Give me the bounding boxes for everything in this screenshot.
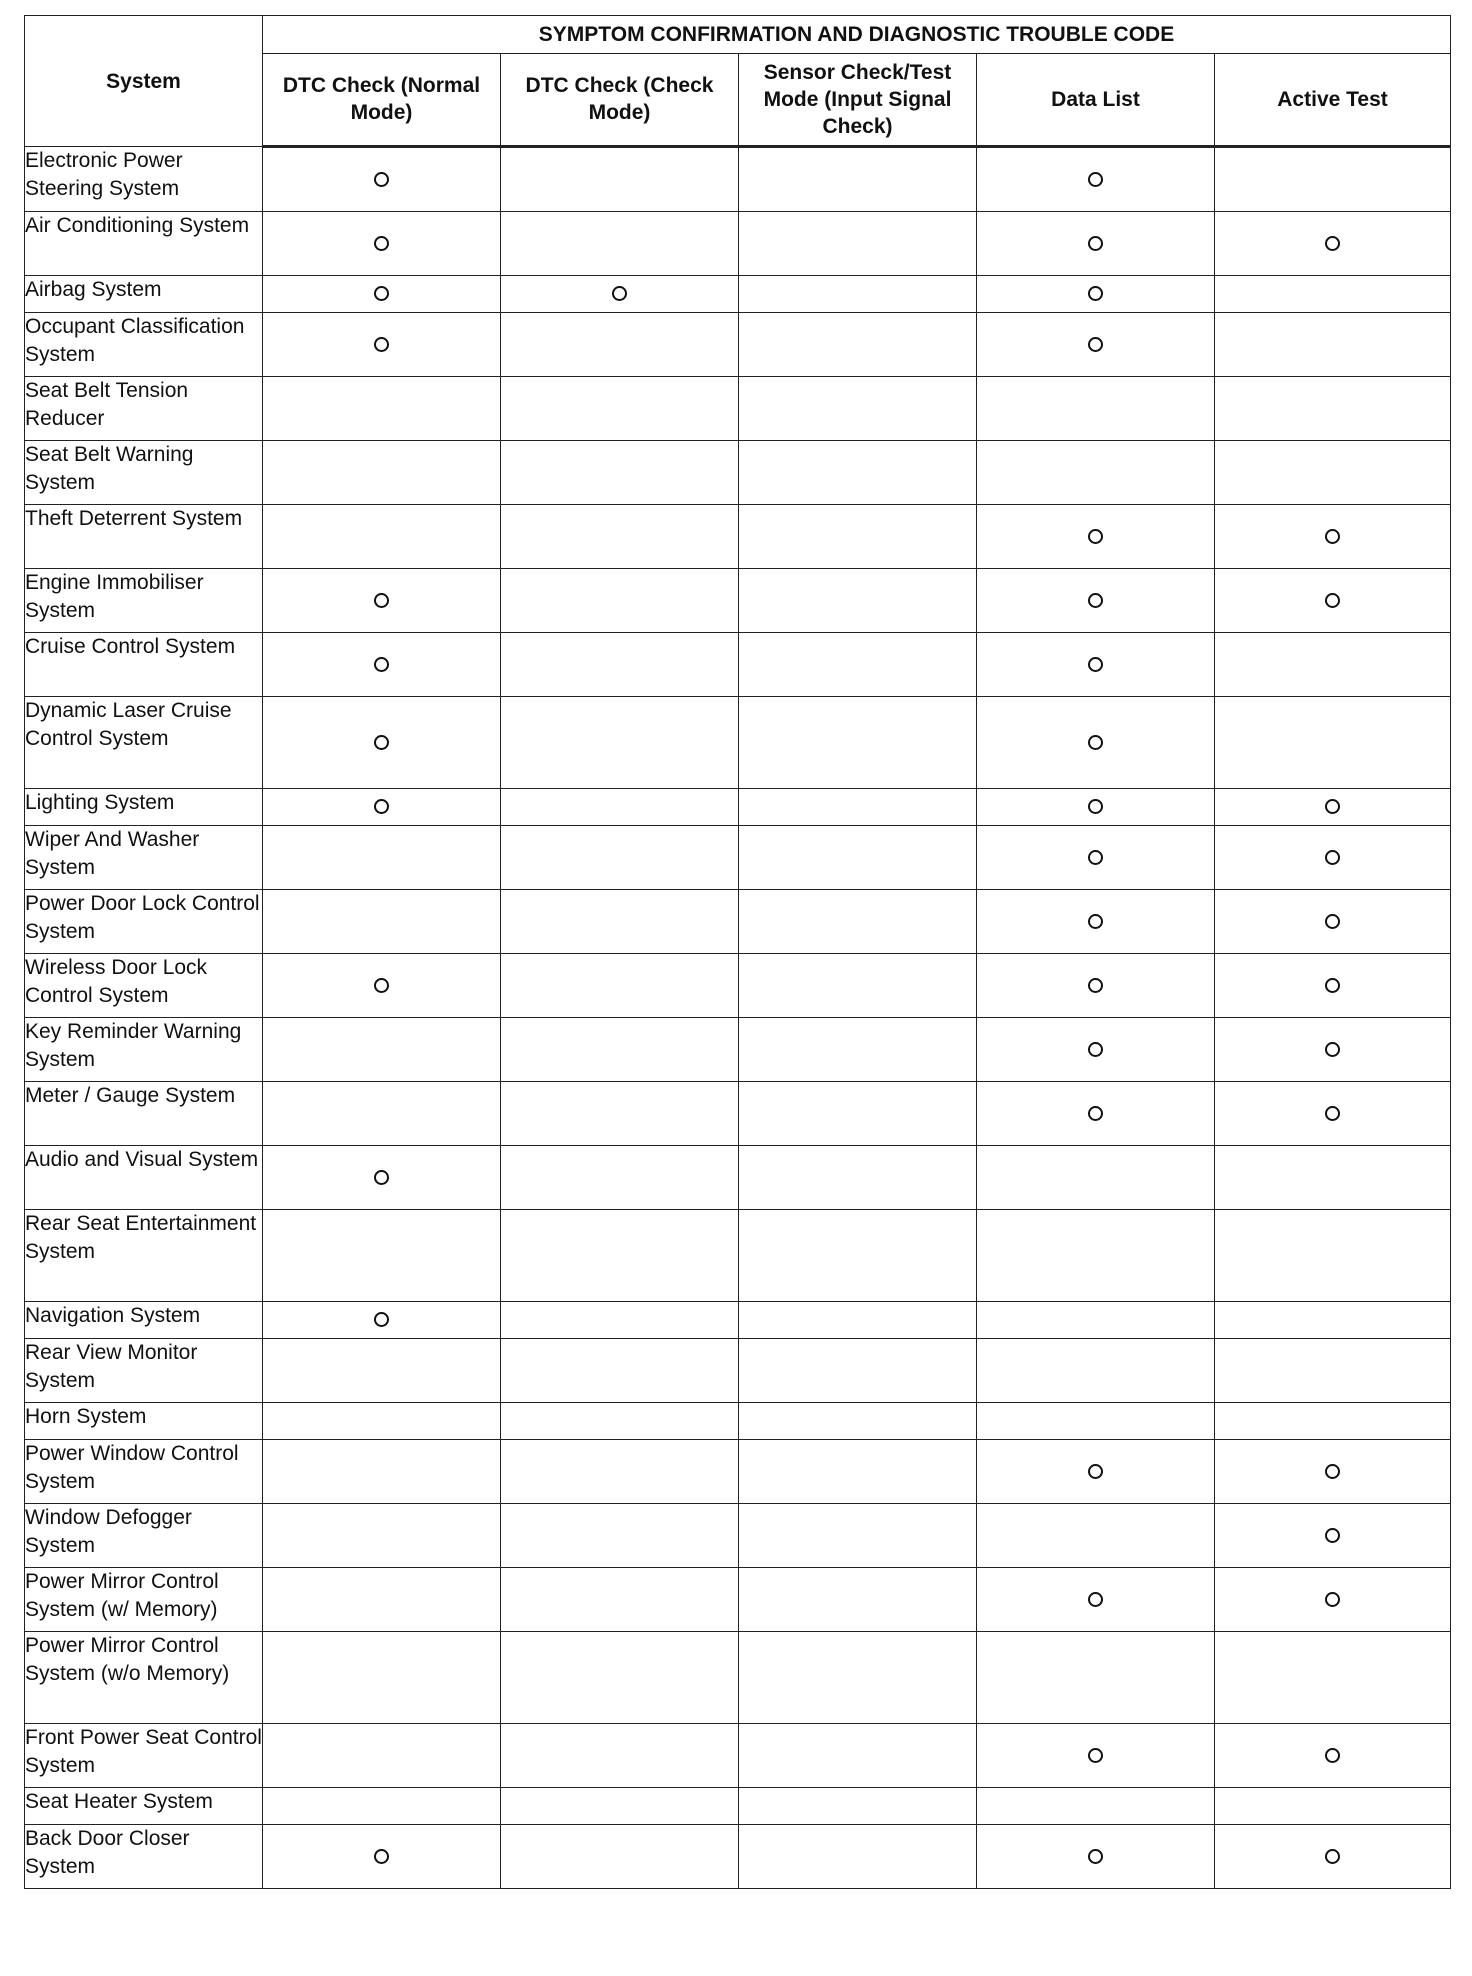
mark-cell-dtc-check [501,1403,739,1440]
mark-cell-data-list [977,1504,1215,1568]
mark-cell-active-test [1215,1724,1451,1788]
mark-cell-dtc-normal [263,1568,501,1632]
mark-cell-data-list [977,1339,1215,1403]
mark-cell-data-list [977,1568,1215,1632]
circle-mark-icon [374,172,389,187]
mark-cell-active-test [1215,441,1451,505]
circle-mark-icon [1325,529,1340,544]
mark-cell-dtc-normal [263,441,501,505]
mark-cell-sensor-check [739,505,977,569]
system-name-cell: Horn System [25,1403,263,1440]
mark-cell-active-test [1215,147,1451,212]
mark-cell-dtc-check [501,633,739,697]
system-column-header: System [25,16,263,147]
mark-cell-dtc-normal [263,633,501,697]
system-name-cell: Front Power Seat Control System [25,1724,263,1788]
mark-cell-data-list [977,313,1215,377]
system-name-cell: Air Conditioning System [25,212,263,276]
table-row [25,1724,1451,1788]
circle-mark-icon [1088,1592,1103,1607]
mark-cell-sensor-check [739,1440,977,1504]
system-name-cell: Wireless Door Lock Control System [25,954,263,1018]
mark-cell-active-test [1215,1082,1451,1146]
mark-cell-data-list [977,1146,1215,1210]
mark-cell-dtc-check [501,147,739,212]
circle-mark-icon [374,1170,389,1185]
mark-cell-active-test [1215,377,1451,441]
system-name-cell: Audio and Visual System [25,1146,263,1210]
table-row [25,1082,1451,1146]
mark-cell-dtc-check [501,569,739,633]
mark-cell-active-test [1215,697,1451,789]
system-name-cell: Seat Heater System [25,1788,263,1825]
mark-cell-dtc-check [501,890,739,954]
table-row [25,1632,1451,1724]
table-row [25,1440,1451,1504]
mark-cell-active-test [1215,569,1451,633]
circle-mark-icon [1325,1849,1340,1864]
mark-cell-active-test [1215,1403,1451,1440]
table-row [25,1210,1451,1302]
table-row [25,954,1451,1018]
circle-mark-icon [1088,850,1103,865]
mark-cell-sensor-check [739,1146,977,1210]
mark-cell-sensor-check [739,826,977,890]
mark-cell-dtc-check [501,697,739,789]
mark-cell-active-test [1215,1504,1451,1568]
mark-cell-dtc-check [501,1146,739,1210]
mark-cell-sensor-check [739,1632,977,1724]
table-row [25,377,1451,441]
mark-cell-dtc-check [501,313,739,377]
mark-cell-dtc-normal [263,1082,501,1146]
circle-mark-icon [1088,978,1103,993]
mark-cell-dtc-normal [263,1788,501,1825]
circle-mark-icon [374,286,389,301]
circle-mark-icon [1325,914,1340,929]
system-name-cell: Electronic Power Steering System [25,147,263,212]
system-name-cell: Occupant Classification System [25,313,263,377]
mark-cell-dtc-normal [263,1632,501,1724]
table-row [25,1788,1451,1825]
mark-cell-active-test [1215,276,1451,313]
mark-cell-data-list [977,1018,1215,1082]
system-name-cell: Wiper And Washer System [25,826,263,890]
mark-cell-dtc-check [501,1724,739,1788]
mark-cell-dtc-check [501,505,739,569]
table-row [25,1018,1451,1082]
mark-cell-data-list [977,569,1215,633]
system-name-cell: Seat Belt Tension Reducer [25,377,263,441]
mark-cell-dtc-check [501,1504,739,1568]
system-name-cell: Power Mirror Control System (w/o Memory) [25,1632,263,1724]
mark-cell-dtc-check [501,1440,739,1504]
mark-cell-active-test [1215,1339,1451,1403]
circle-mark-icon [374,735,389,750]
system-name-cell: Rear View Monitor System [25,1339,263,1403]
mark-cell-sensor-check [739,313,977,377]
system-name-cell: Back Door Closer System [25,1825,263,1889]
mark-cell-sensor-check [739,569,977,633]
table-row [25,1568,1451,1632]
mark-cell-data-list [977,1302,1215,1339]
mark-cell-active-test [1215,1440,1451,1504]
mark-cell-dtc-check [501,789,739,826]
system-name-cell: Theft Deterrent System [25,505,263,569]
circle-mark-icon [1088,735,1103,750]
circle-mark-icon [1325,1106,1340,1121]
circle-mark-icon [1325,1042,1340,1057]
system-name-cell: Dynamic Laser Cruise Control System [25,697,263,789]
mark-cell-dtc-normal [263,505,501,569]
mark-cell-data-list [977,1632,1215,1724]
mark-cell-dtc-check [501,276,739,313]
mark-cell-dtc-normal [263,826,501,890]
mark-cell-dtc-check [501,1788,739,1825]
mark-cell-dtc-normal [263,313,501,377]
table-body [25,147,1451,1889]
mark-cell-dtc-normal [263,890,501,954]
mark-cell-dtc-check [501,1568,739,1632]
table-row [25,212,1451,276]
mark-cell-dtc-normal [263,1504,501,1568]
circle-mark-icon [1088,172,1103,187]
circle-mark-icon [374,978,389,993]
system-name-cell: Rear Seat Entertainment System [25,1210,263,1302]
mark-cell-dtc-normal [263,1403,501,1440]
mark-cell-sensor-check [739,1504,977,1568]
mark-cell-sensor-check [739,1210,977,1302]
mark-cell-dtc-normal [263,1339,501,1403]
circle-mark-icon [1088,1464,1103,1479]
system-name-cell: Seat Belt Warning System [25,441,263,505]
mark-cell-active-test [1215,890,1451,954]
mark-cell-sensor-check [739,441,977,505]
mark-cell-active-test [1215,1018,1451,1082]
mark-cell-dtc-check [501,1632,739,1724]
table-row [25,697,1451,789]
mark-cell-active-test [1215,633,1451,697]
mark-cell-dtc-normal [263,276,501,313]
mark-cell-data-list [977,276,1215,313]
table-header [25,16,1451,147]
mark-cell-sensor-check [739,1403,977,1440]
circle-mark-icon [1088,236,1103,251]
mark-cell-active-test [1215,212,1451,276]
mark-cell-data-list [977,890,1215,954]
mark-cell-sensor-check [739,1339,977,1403]
circle-mark-icon [1088,593,1103,608]
mark-cell-sensor-check [739,1724,977,1788]
table-row [25,890,1451,954]
mark-cell-active-test [1215,1788,1451,1825]
mark-cell-data-list [977,441,1215,505]
mark-cell-dtc-normal [263,1018,501,1082]
column-header-dtc-normal: DTC Check (Normal Mode) [263,53,501,146]
mark-cell-dtc-normal [263,147,501,212]
mark-cell-sensor-check [739,1082,977,1146]
mark-cell-sensor-check [739,147,977,212]
system-name-cell: Window Defogger System [25,1504,263,1568]
system-name-cell: Key Reminder Warning System [25,1018,263,1082]
mark-cell-data-list [977,1440,1215,1504]
mark-cell-sensor-check [739,954,977,1018]
table-row [25,441,1451,505]
circle-mark-icon [1088,529,1103,544]
circle-mark-icon [1325,1528,1340,1543]
mark-cell-dtc-check [501,212,739,276]
mark-cell-dtc-check [501,1825,739,1889]
mark-cell-data-list [977,954,1215,1018]
mark-cell-sensor-check [739,890,977,954]
circle-mark-icon [374,236,389,251]
mark-cell-dtc-check [501,1018,739,1082]
mark-cell-active-test [1215,313,1451,377]
mark-cell-data-list [977,505,1215,569]
circle-mark-icon [1088,799,1103,814]
table-row [25,633,1451,697]
column-header-sensor-check: Sensor Check/Test Mode (Input Signal Check) [739,53,977,146]
circle-mark-icon [1325,850,1340,865]
system-name-cell: Airbag System [25,276,263,313]
mark-cell-dtc-check [501,377,739,441]
mark-cell-data-list [977,826,1215,890]
system-name-cell: Cruise Control System [25,633,263,697]
mark-cell-sensor-check [739,697,977,789]
circle-mark-icon [1088,1849,1103,1864]
mark-cell-dtc-check [501,1082,739,1146]
table-row [25,276,1451,313]
circle-mark-icon [1325,1464,1340,1479]
mark-cell-dtc-normal [263,697,501,789]
mark-cell-data-list [977,377,1215,441]
column-header-active-test: Active Test [1215,53,1451,146]
system-name-cell: Power Mirror Control System (w/ Memory) [25,1568,263,1632]
mark-cell-active-test [1215,1146,1451,1210]
table-row [25,1403,1451,1440]
mark-cell-dtc-normal [263,377,501,441]
circle-mark-icon [1088,286,1103,301]
mark-cell-data-list [977,697,1215,789]
mark-cell-sensor-check [739,1302,977,1339]
table-row [25,1146,1451,1210]
mark-cell-data-list [977,1788,1215,1825]
mark-cell-dtc-normal [263,569,501,633]
mark-cell-data-list [977,212,1215,276]
table-row [25,1302,1451,1339]
system-name-cell: Power Door Lock Control System [25,890,263,954]
mark-cell-sensor-check [739,789,977,826]
mark-cell-dtc-check [501,441,739,505]
column-header-dtc-check: DTC Check (Check Mode) [501,53,739,146]
mark-cell-dtc-check [501,1339,739,1403]
mark-cell-active-test [1215,1210,1451,1302]
mark-cell-dtc-check [501,1210,739,1302]
circle-mark-icon [1088,657,1103,672]
column-header-data-list: Data List [977,53,1215,146]
mark-cell-dtc-normal [263,1724,501,1788]
mark-cell-active-test [1215,954,1451,1018]
mark-cell-sensor-check [739,1018,977,1082]
system-name-cell: Power Window Control System [25,1440,263,1504]
circle-mark-icon [1088,914,1103,929]
circle-mark-icon [374,799,389,814]
mark-cell-sensor-check [739,1825,977,1889]
mark-cell-dtc-normal [263,1302,501,1339]
circle-mark-icon [1088,1042,1103,1057]
table-row [25,1825,1451,1889]
circle-mark-icon [1088,1748,1103,1763]
mark-cell-dtc-normal [263,1825,501,1889]
table-row [25,789,1451,826]
circle-mark-icon [1325,593,1340,608]
circle-mark-icon [374,593,389,608]
circle-mark-icon [1325,799,1340,814]
mark-cell-data-list [977,1724,1215,1788]
table-row [25,147,1451,212]
mark-cell-active-test [1215,1825,1451,1889]
table-row [25,313,1451,377]
mark-cell-dtc-check [501,1302,739,1339]
mark-cell-data-list [977,1082,1215,1146]
mark-cell-dtc-check [501,954,739,1018]
table-row [25,505,1451,569]
circle-mark-icon [1325,1748,1340,1763]
system-name-cell: Navigation System [25,1302,263,1339]
circle-mark-icon [1325,236,1340,251]
mark-cell-active-test [1215,789,1451,826]
mark-cell-sensor-check [739,1788,977,1825]
mark-cell-active-test [1215,505,1451,569]
circle-mark-icon [1088,337,1103,352]
circle-mark-icon [374,1849,389,1864]
diagnostic-table [24,15,1451,1889]
circle-mark-icon [1325,1592,1340,1607]
mark-cell-data-list [977,633,1215,697]
mark-cell-active-test [1215,1302,1451,1339]
table-row [25,826,1451,890]
mark-cell-sensor-check [739,1568,977,1632]
mark-cell-data-list [977,1403,1215,1440]
mark-cell-dtc-normal [263,789,501,826]
mark-cell-dtc-normal [263,1210,501,1302]
mark-cell-sensor-check [739,633,977,697]
mark-cell-active-test [1215,1632,1451,1724]
mark-cell-dtc-normal [263,212,501,276]
system-name-cell: Lighting System [25,789,263,826]
mark-cell-active-test [1215,1568,1451,1632]
mark-cell-data-list [977,147,1215,212]
mark-cell-sensor-check [739,377,977,441]
system-name-cell: Engine Immobiliser System [25,569,263,633]
mark-cell-dtc-normal [263,954,501,1018]
mark-cell-sensor-check [739,276,977,313]
table-row [25,1339,1451,1403]
mark-cell-data-list [977,1210,1215,1302]
group-header: SYMPTOM CONFIRMATION AND DIAGNOSTIC TROUBLE CODE [263,16,1451,54]
circle-mark-icon [374,1312,389,1327]
circle-mark-icon [374,657,389,672]
mark-cell-data-list [977,1825,1215,1889]
mark-cell-sensor-check [739,212,977,276]
mark-cell-dtc-normal [263,1146,501,1210]
circle-mark-icon [612,286,627,301]
circle-mark-icon [374,337,389,352]
mark-cell-dtc-normal [263,1440,501,1504]
table-row [25,1504,1451,1568]
circle-mark-icon [1325,978,1340,993]
mark-cell-active-test [1215,826,1451,890]
mark-cell-data-list [977,789,1215,826]
table-row [25,569,1451,633]
mark-cell-dtc-check [501,826,739,890]
system-name-cell: Meter / Gauge System [25,1082,263,1146]
circle-mark-icon [1088,1106,1103,1121]
